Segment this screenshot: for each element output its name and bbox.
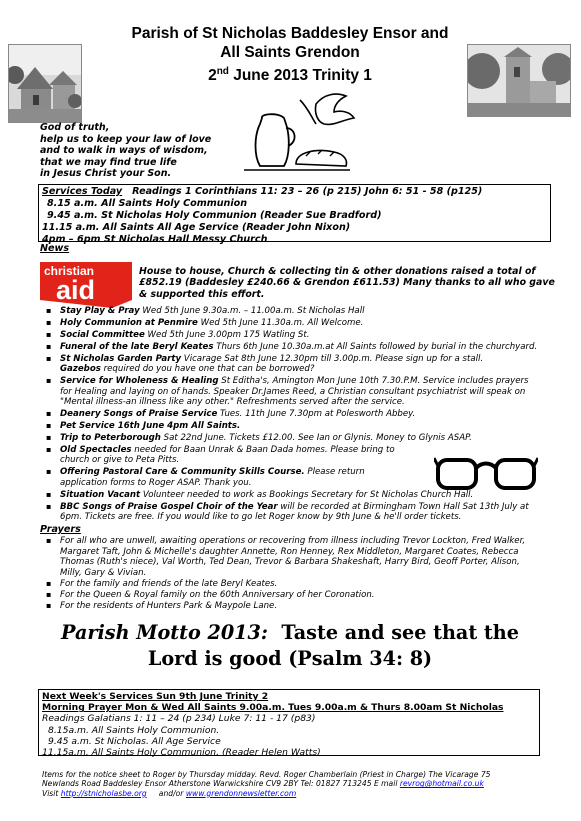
list-item: ▪ Deanery Songs of Praise Service Tues. 11th June 7.30pm at Polesworth Abbey. (60, 409, 538, 420)
prayers-list (60, 536, 538, 612)
service-line: 11.15a.m. All Saints Holy Communion. (Reader Helen Watts) (42, 747, 321, 759)
title-date: 2nd June 2013 Trinity 1 (208, 66, 372, 85)
website-link-1[interactable]: http://stnicholasbe.org (60, 788, 147, 798)
church-tower-photo (467, 44, 571, 117)
list-item: ▪ Holy Communion at Penmire Wed 5th June 11.30a.m. All Welcome. (60, 318, 538, 329)
list-item: ▪ Pet Service 16th June 4pm All Saints. (60, 421, 538, 432)
list-item: ▪ Situation Vacant Volunteer needed to work as Bookings Secretary for St Nicholas Church Hall. (60, 490, 538, 501)
service-line: 9.45 a.m. St Nicholas Holy Communion (Reader Sue Bradford) (47, 210, 382, 221)
next-week-readings: Readings Galatians 1: 11 – 24 (p 234) Luke 7: 11 - 17 (p83) (42, 713, 316, 725)
footer (42, 770, 542, 798)
list-item: ▪ St Nicholas Garden Party Vicarage Sat 8th June 12.30pm till 3.00p.m. Please sign up for a stall. Gazebos required do you have one that can be borrowed? (60, 354, 538, 375)
parish-motto (20, 620, 560, 672)
christian-aid-text-2: aid (56, 275, 96, 305)
list-item: ▪ Social Committee Wed 5th June 3.00pm 175 Watling St. (60, 330, 538, 341)
next-week-heading: Next Week's Services Sun 9th June Trinity 2 (42, 691, 269, 702)
list-item: ▪ Funeral of the late Beryl Keates Thurs 6th June 10.30a.m.at All Saints followed by burial in the churchyard. (60, 342, 538, 353)
church-photo (8, 44, 82, 123)
motto-lead: Parish Motto 2013: (61, 621, 268, 644)
prayer-line: in Jesus Christ your Son. (40, 168, 172, 179)
motto-text-2: Lord is good (Psalm 34: 8) (147, 647, 433, 670)
services-today-heading: Services Today (42, 186, 123, 197)
email-link[interactable]: revrog@hotmail.co.uk (399, 779, 484, 789)
dove-jug-bread-icon (238, 90, 358, 176)
prayer-line: and to walk in ways of wisdom, (40, 145, 208, 156)
spectacles-icon (434, 452, 538, 492)
footer-line-3: Visit http://stnicholasbe.org and/or www.grendonnewsletter.com (42, 788, 297, 798)
prayer-line: help us to keep your law of love (40, 133, 212, 145)
footer-line-1: Items for the notice sheet to Roger by Thursday midday. Revd. Roger Chamberlain (Priest in Charge) The Vicarage 75 (42, 770, 491, 779)
list-item: ▪ Trip to Peterborough Sat 22nd June. Tickets £12.00. See Ian or Glynis. Money to Glynis ASAP. (60, 433, 538, 444)
title-line-1: Parish of St Nicholas Baddesley Ensor and (131, 25, 449, 42)
next-week-box (38, 689, 540, 759)
prayers-heading: Prayers (40, 524, 81, 535)
service-line: 8.15a.m. All Saints Holy Communion. (48, 724, 220, 736)
service-line: 8.15 a.m. All Saints Holy Communion (47, 198, 248, 209)
news-heading: News (40, 243, 70, 254)
list-item: ▪ For the residents of Hunters Park & Maypole Lane. (60, 601, 538, 612)
christian-aid-text-1: christian (44, 264, 95, 278)
page-title (80, 24, 500, 85)
list-item: ▪ Stay Play & Pray Wed 5th June 9.30a.m. – 11.00a.m. St Nicholas Hall (60, 306, 538, 317)
list-item: ▪ For the family and friends of the late Beryl Keates. (60, 579, 538, 590)
service-line: 4pm – 6pm St Nicholas Hall Messy Church (42, 234, 268, 245)
list-item: ▪ For all who are unwell, awaiting operations or recovering from illness including Trevor Lockton, Fred Walker, Margaret Taft, John & Michelle's daughter Annette, Ron Henney, Rex Middleton, Margaret Coates, Rebecca Thomas (Ruth's niece), Val Worth, Ted Dean, Trevor & Barbara Shakeshaft, Harry Bird, Geoff Porter, Alison, Milly, Gary & Vivian. (60, 536, 538, 578)
prayer-line: God of truth, (40, 122, 110, 133)
prayer-line: that we may find true life (40, 156, 177, 168)
morning-prayer-line: Morning Prayer Mon & Wed All Saints 9.00a.m. Tues 9.00a.m & Thurs 8.00am St Nicholas (42, 702, 504, 714)
website-link-2[interactable]: www.grendonnewsletter.com (185, 788, 297, 798)
title-line-2: All Saints Grendon (220, 44, 360, 61)
service-line: 11.15 a.m. All Saints All Age Service (Reader John Nixon) (42, 222, 351, 233)
opening-prayer (40, 122, 211, 180)
list-item: ▪ For the Queen & Royal family on the 60th Anniversary of her Coronation. (60, 590, 538, 601)
service-line: 9.45 a.m. St Nicholas. All Age Service (48, 735, 221, 747)
list-item: ▪ Old Spectacles needed for Baan Unrak & Baan Dada homes. Please bring to church or give to Peta Pitts. (60, 445, 400, 466)
services-today-readings: Readings 1 Corinthians 11: 23 – 26 (p 215) John 6: 51 - 58 (p125) (132, 186, 483, 197)
list-item: ▪ BBC Songs of Praise Gospel Choir of the Year will be recorded at Birmingham Town Hall Sat 13th July at 6pm. Tickets are free. If you would like to go let Roger know by 9th June & he'll order tickets. (60, 502, 538, 523)
footer-line-2: Newlands Road Baddesley Ensor Atherstone Warwickshire CV9 2BY Tel: 01827 713245 E mail revrog@hotmail.co.uk (42, 779, 484, 789)
list-item: ▪ Offering Pastoral Care & Community Skills Course. Please return application forms to Roger ASAP. Thank you. (60, 467, 390, 488)
list-item: ▪ Service for Wholeness & Healing St Editha's, Amington Mon June 10th 7.30.P.M. Service includes prayers for Healing and laying on of hands. Speaker Dr.James Reed, a Christian consultant psychiatrist will speak on "Mental illness-an illness like any other." Refreshments served after the service. (60, 376, 538, 408)
christian-aid-logo (40, 262, 132, 308)
motto-text: Taste and see that the (267, 621, 519, 644)
christian-aid-text: House to house, Church & collecting tin & other donations raised a total of £852.19 (Baddesley £240.66 & Grendon £611.53) Many thanks to all who gave & supported this effort. (139, 266, 555, 300)
services-today-box (38, 184, 551, 245)
